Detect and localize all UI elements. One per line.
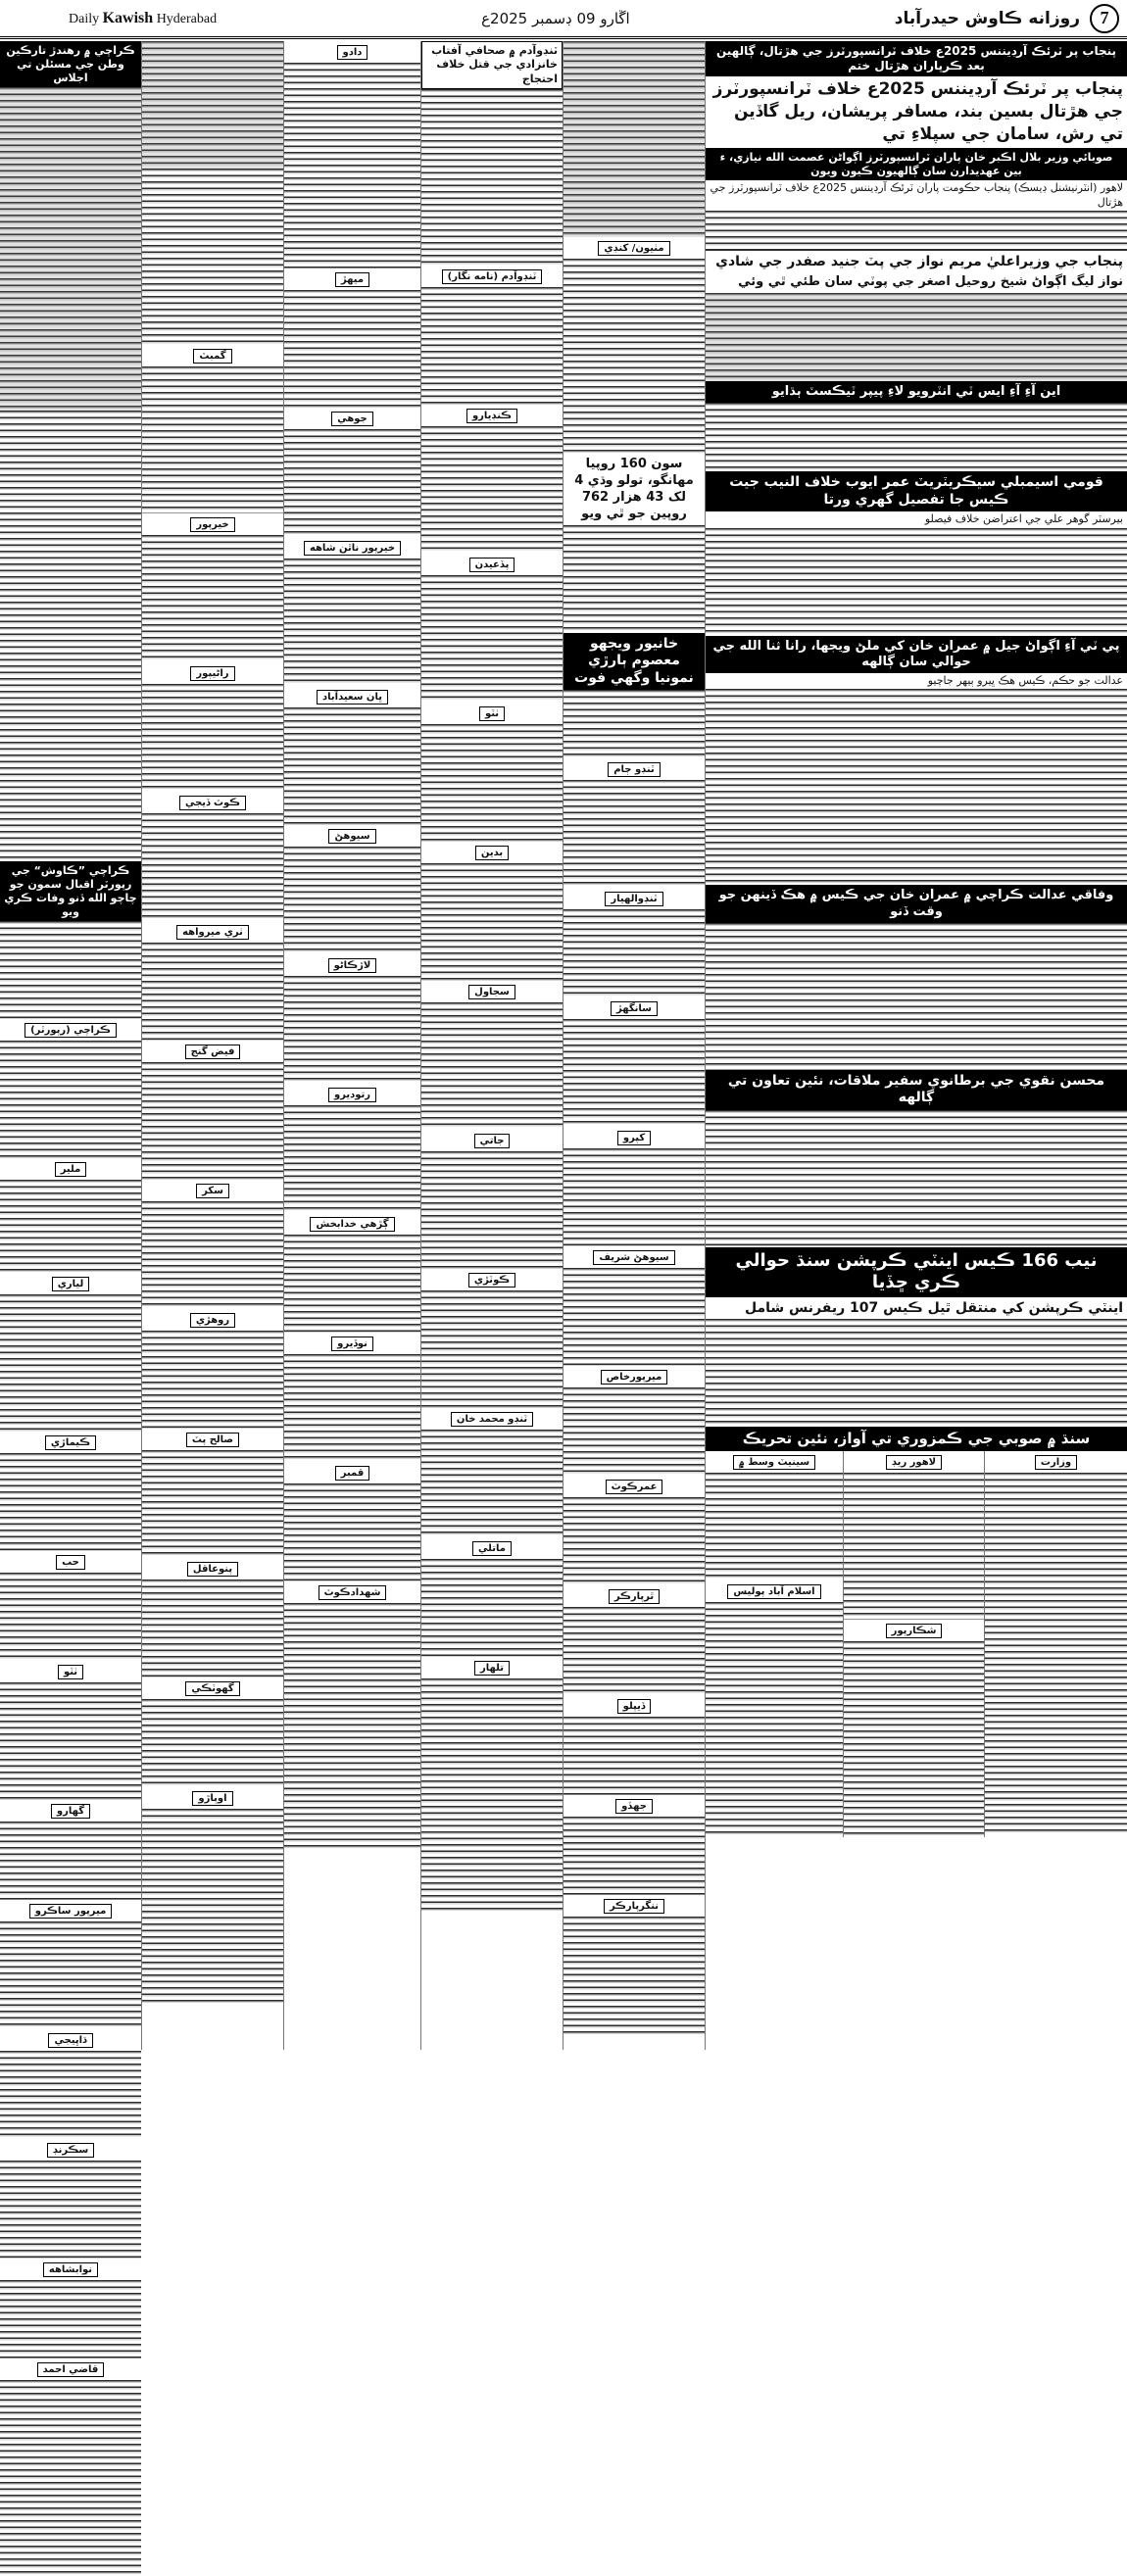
column-5-dateline-3: راڻيپور <box>190 666 234 681</box>
column-3-dateline-7: جاتي <box>474 1134 511 1148</box>
column-5-body <box>142 366 283 513</box>
column-6-article-1 <box>0 87 141 411</box>
column-3-body <box>421 1002 563 1130</box>
page-number-badge: 7 <box>1090 4 1119 33</box>
column-4-body <box>284 707 420 825</box>
column-1-body <box>706 1110 1127 1247</box>
column-3-dateline-4: ٺٽو <box>479 706 505 721</box>
column-1-body <box>706 923 1127 1070</box>
column-2-dateline-5: کپرو <box>617 1131 651 1145</box>
column-3-body <box>421 724 563 842</box>
column-4-body <box>284 290 420 408</box>
column-6-dateline-8: ميرپور ساڪرو <box>29 1904 113 1919</box>
column-6-body <box>0 2280 141 2358</box>
column-3-body <box>421 575 563 703</box>
naqvi-headline: محسن نقوي جي برطانوي سفير ملاقات، نئين تعاون تي ڳالهه <box>706 1070 1127 1110</box>
column-5-body <box>142 1699 283 1787</box>
column-3-dateline-11: تلهار <box>474 1661 510 1676</box>
column-2-dateline-4: سانگهڙ <box>611 1001 658 1016</box>
masthead <box>0 0 1127 39</box>
column-5-body <box>142 535 283 662</box>
column-1-dateline-3: لاهور ريڊ <box>886 1455 942 1470</box>
column-4-body <box>284 1483 420 1581</box>
column-5-body <box>142 169 283 345</box>
column-6-headline: ڪراچي ”ڪاوش“ جي رپورٽر اقبال سمون جو چاچو الله ڏنو وفات ڪري ويو <box>0 861 141 921</box>
column-2-body <box>564 909 705 997</box>
column-3-body <box>421 1678 563 1914</box>
column-6-body <box>0 2051 141 2139</box>
column-1-body <box>706 1473 843 1580</box>
column-5-dateline-4: ڪوٽ ڏيجي <box>179 796 246 810</box>
column-1-dateline-1: سينيٽ وسط ۾ <box>733 1455 815 1470</box>
sindh-headline: سنڌ ۾ صوبي جي ڪمزوري تي آواز، نئين تحريڪ <box>706 1427 1127 1451</box>
column-6-dateline-12: قاضي احمد <box>37 2362 105 2377</box>
column-4-body <box>284 976 420 1084</box>
column-5-dateline-1: گمبٽ <box>193 349 231 364</box>
column-4-dateline-6: سيوهڻ <box>328 829 375 844</box>
column-1-body <box>706 689 1127 885</box>
column-2-body <box>564 690 705 758</box>
column-2-body <box>564 1607 705 1695</box>
column-3-dateline-9: ٽنڊو محمد خان <box>451 1412 533 1427</box>
column-5-dateline-10: پنوعاقل <box>187 1562 238 1577</box>
child-death-headline: خانيور ويجهو معصوم ٻارڙي نمونيا وگهي فوت <box>564 633 705 691</box>
column-2-body <box>564 780 705 888</box>
column-2-dateline-1: مٺيون/ کنڊي <box>598 241 669 256</box>
column-5-dateline-11: گهوٽڪي <box>185 1681 239 1696</box>
column-2-dateline-8: عمرڪوٽ <box>606 1480 663 1494</box>
wedding-headline: پنجاب جي وزيراعليٰ مريم نواز جي پٽ جنيد صفدر جي شادي <box>715 253 1123 269</box>
column-3-body <box>421 1430 563 1537</box>
column-1-body <box>706 1451 843 1837</box>
column-5-body <box>142 1809 283 2005</box>
column-5 <box>142 41 284 2050</box>
column-5-dateline-2: خيرپور <box>190 517 234 532</box>
column-1-body <box>844 1641 984 1837</box>
column-6-dateline-4: ڪيماڙي <box>45 1435 96 1450</box>
column-5-dateline-9: صالح پٽ <box>186 1433 239 1447</box>
column-2-dateline-7: ميرپورخاص <box>601 1370 668 1385</box>
column-3-body <box>421 287 563 405</box>
story-headline-3: اين آءِ آءِ ايس ٽي انٽرويو لاءِ پيپر ٽيڪسٽ ٻڌايو <box>706 381 1127 403</box>
column-1-body <box>706 211 1127 250</box>
column-4-dateline-12: شهدادڪوٽ <box>318 1585 387 1600</box>
column-6-dateline-10: سڪرنڊ <box>47 2143 94 2158</box>
column-2-dateline-10: ڏيپلو <box>617 1699 652 1714</box>
column-1-dateline-5: وزارت <box>1035 1455 1077 1470</box>
column-4-body <box>284 559 420 686</box>
column-2-body <box>564 1268 705 1366</box>
column-6-body <box>0 2161 141 2259</box>
column-3-body <box>421 863 563 981</box>
column-6-body <box>0 1573 141 1661</box>
column-6-dateline-9: ڌاڀيجي <box>48 2033 92 2048</box>
lead-dateline: لاهور (انٽرنيشنل ڊيسڪ) پنجاب حڪومت پاران ٽرئڪ آرڊيننس 2025ع خلاف ٽرانسپورٽرز جي هڙتال <box>710 181 1123 209</box>
column-2-dateline-11: جهڏو <box>615 1799 653 1814</box>
masthead-paper-name: روزانه ڪاوش حيدرآباد <box>894 8 1080 28</box>
column-4-body <box>284 1603 420 1848</box>
column-6-top-headline: ڪراچي ۾ رهندڙ تارڪين وطن جي مسئلن تي اجلاس <box>0 41 141 87</box>
court-headline: وفاقي عدالت ڪراچي ۾ عمران خان جي ڪيس ۾ هڪ ڏينهن جو وقت ڏنو <box>706 885 1127 923</box>
column-5-body <box>142 813 283 921</box>
column-6-body <box>0 1921 141 2029</box>
column-2-dateline-6: سيوهڻ شريف <box>593 1250 674 1265</box>
column-5-body <box>142 1331 283 1429</box>
column-4-body <box>284 847 420 954</box>
column-6-dateline-3: لياري <box>52 1277 90 1291</box>
column-5-body <box>142 1062 283 1180</box>
column-3-dateline-10: ماتلي <box>472 1541 512 1556</box>
masthead-english-title <box>69 10 217 27</box>
column-1-dateline-2: اسلام آباد پوليس <box>727 1584 820 1599</box>
column-6-dateline-2: ملير <box>55 1162 87 1177</box>
column-6 <box>0 41 142 2376</box>
column-5-body <box>142 1580 283 1677</box>
nab-headline: نيب 166 ڪيس اينٽي ڪرپشن سنڌ حوالي ڪري ڇڏيا <box>706 1247 1127 1297</box>
wedding-subheadline: نواز ليگ اڳواڻ شيخ روحيل اصغر جي پوٽي سان طئي ٿي وئي <box>738 274 1123 290</box>
column-3-headline: ٽنڊوآدم ۾ صحافي آفتاب خانزادي جي قتل خلاف احتجاج <box>421 41 563 89</box>
column-5-body <box>142 1201 283 1309</box>
masthead-city: Hyderabad <box>156 11 218 26</box>
column-2-body <box>564 1917 705 2034</box>
pti-subheadline: عدالت جو حڪم، ڪيس هڪ ڀيرو ٻيهر جاچيو <box>927 674 1123 688</box>
column-4-dateline-5: ڀان سعيدآباد <box>317 690 388 705</box>
column-6-body <box>0 1180 141 1273</box>
column-1-body <box>706 403 1127 471</box>
column-1-body <box>706 1319 1127 1427</box>
column-5-body <box>142 943 283 1041</box>
column-3 <box>421 41 564 2050</box>
column-4-dateline-4: خيرپور ناٿن شاهه <box>304 541 401 556</box>
column-6-dateline-7: گهارو <box>51 1804 90 1819</box>
column-4-dateline-1: دادو <box>337 45 368 60</box>
column-3-body <box>421 1559 563 1657</box>
lead-kicker: پنجاب پر ٽرئڪ آرڊيننس 2025ع خلاف ٽرانسپورٽرز جي هڙتال، ڳالهين بعد ڪرپاران هڙتال ختم <box>706 41 1127 76</box>
column-2-body <box>564 525 705 633</box>
column-4-body <box>284 1235 420 1333</box>
column-3-body <box>421 89 563 266</box>
lead-headline: پنجاب پر ٽرئڪ آرڊيننس 2025ع خلاف ٽرانسپورٽرز جي هڙتال بسين بند، مسافر پريشان، ريل گاڏين تي رش، سامان جي سپلاءِ تي <box>712 79 1123 144</box>
column-6-body <box>0 1294 141 1432</box>
newspaper-columns <box>0 41 1127 2376</box>
column-4-dateline-11: قمبر <box>335 1466 370 1481</box>
column-3-dateline-1: ٽنڊوآدم (نامه نگار) <box>442 269 543 284</box>
column-4 <box>284 41 421 2050</box>
column-6-body <box>0 1041 141 1158</box>
nab-subheadline: اينٽي ڪرپشن کي منتقل ٿيل ڪيس 107 ريفرنس شامل <box>744 1299 1123 1316</box>
column-2-body <box>564 1717 705 1795</box>
column-3-dateline-8: ڪوٽڙي <box>468 1273 515 1288</box>
column-4-dateline-2: ميهڙ <box>335 272 369 287</box>
column-4-dateline-8: رتوديرو <box>328 1088 376 1102</box>
column-6-body <box>0 1822 141 1900</box>
column-6-dateline-11: نوابشاهه <box>43 2262 98 2277</box>
column-2-body <box>564 1019 705 1127</box>
column-5-dateline-7: سکر <box>196 1184 229 1198</box>
column-5-body <box>142 684 283 792</box>
column-1-body <box>843 1451 985 1837</box>
column-2-body <box>564 1148 705 1246</box>
column-4-body <box>284 1105 420 1213</box>
lead-subheadline: صوبائي وزير بلال اڪبر خان پاران ٽرانسپورٽرز اڳواڻن عصمت الله نيازي، ء بين عهديدارن سان ڳالهيون ڪيون ويون <box>706 148 1127 181</box>
column-5-dateline-8: روهڙي <box>190 1313 235 1328</box>
column-2-dateline-9: ٿرپارڪر <box>609 1589 660 1604</box>
column-4-body <box>284 1354 420 1462</box>
pti-headline: پي ٽي آءِ اڳواڻ جيل ۾ عمران خان کي ملڻ ويجها، رانا ثنا الله جي حوالي سان ڳالهه <box>706 636 1127 674</box>
masthead-right <box>895 4 1119 33</box>
column-3-dateline-3: پڏعيدن <box>469 558 515 572</box>
assembly-headline: قومي اسيمبلي سيڪريٽريٽ عمر ايوب خلاف النيب جيت ڪيس جا تفصيل گهري ورتا <box>706 471 1127 511</box>
column-4-dateline-3: جوهي <box>331 412 373 426</box>
column-3-body <box>421 426 563 554</box>
column-2-body <box>564 1497 705 1585</box>
column-3-body <box>421 1290 563 1408</box>
column-5-dateline-5: ٺري ميرواهه <box>176 925 249 940</box>
gold-price-headline: سون 160 روپيا مهانگو، تولو وڌي 4 لک 43 هزار 762 روپين جو ٿي ويو <box>574 457 694 521</box>
masthead-date: اڱارو 09 ڊسمبر 2025ع <box>481 9 630 27</box>
column-6-dateline-1: ڪراچي (رپورٽر) <box>24 1023 117 1038</box>
column-5-article-1 <box>142 41 283 169</box>
column-3-dateline-2: ڪنڊيارو <box>466 409 517 423</box>
column-3-body <box>421 1151 563 1269</box>
column-1-body <box>985 1473 1127 1835</box>
column-6-article-3 <box>0 921 141 1019</box>
column-4-body <box>284 429 420 537</box>
column-1-body <box>985 1451 1127 1837</box>
column-1-body <box>706 528 1127 636</box>
column-4-dateline-9: ڳڙهي خدابخش <box>310 1217 394 1232</box>
column-6-dateline-5: حب <box>56 1555 85 1570</box>
column-1-lead <box>706 41 1127 2050</box>
column-2-article-1 <box>564 41 705 237</box>
column-1-body <box>844 1473 984 1620</box>
column-6-body <box>0 2380 141 2576</box>
column-2-dateline-2: ٽنڊو ڄام <box>608 762 661 777</box>
column-6-article-2 <box>0 411 141 861</box>
column-2-dateline-12: ننگرپارڪر <box>604 1899 664 1914</box>
column-4-dateline-7: لاڙڪاڻو <box>328 958 377 973</box>
column-1-body <box>706 293 1127 381</box>
column-2-body <box>564 1387 705 1476</box>
column-6-body <box>0 1453 141 1551</box>
column-5-body <box>142 1450 283 1558</box>
column-3-dateline-6: سجاول <box>468 985 515 999</box>
column-2-body <box>564 1817 705 1895</box>
masthead-prefix: Daily <box>69 11 100 26</box>
column-1-dateline-4: شڪارپور <box>886 1624 943 1638</box>
column-5-dateline-6: فيض گنج <box>185 1045 241 1059</box>
column-4-body <box>284 63 420 268</box>
column-2 <box>564 41 706 2050</box>
column-1-body <box>706 1602 843 1837</box>
column-5-dateline-12: اوٻاڙو <box>192 1791 232 1806</box>
column-2-body <box>564 259 705 455</box>
column-2-dateline-3: ٽنڊوالهيار <box>605 892 662 906</box>
masthead-brand: Kawish <box>102 9 154 26</box>
column-3-dateline-5: بدين <box>475 846 509 860</box>
column-4-dateline-10: نوڏيرو <box>331 1337 373 1351</box>
assembly-subheadline: بيرسٽر گوهر علي جي اعتراضن خلاف فيصلو <box>924 512 1123 526</box>
column-6-body <box>0 1682 141 1800</box>
column-6-dateline-6: ٺٽو <box>58 1665 83 1679</box>
